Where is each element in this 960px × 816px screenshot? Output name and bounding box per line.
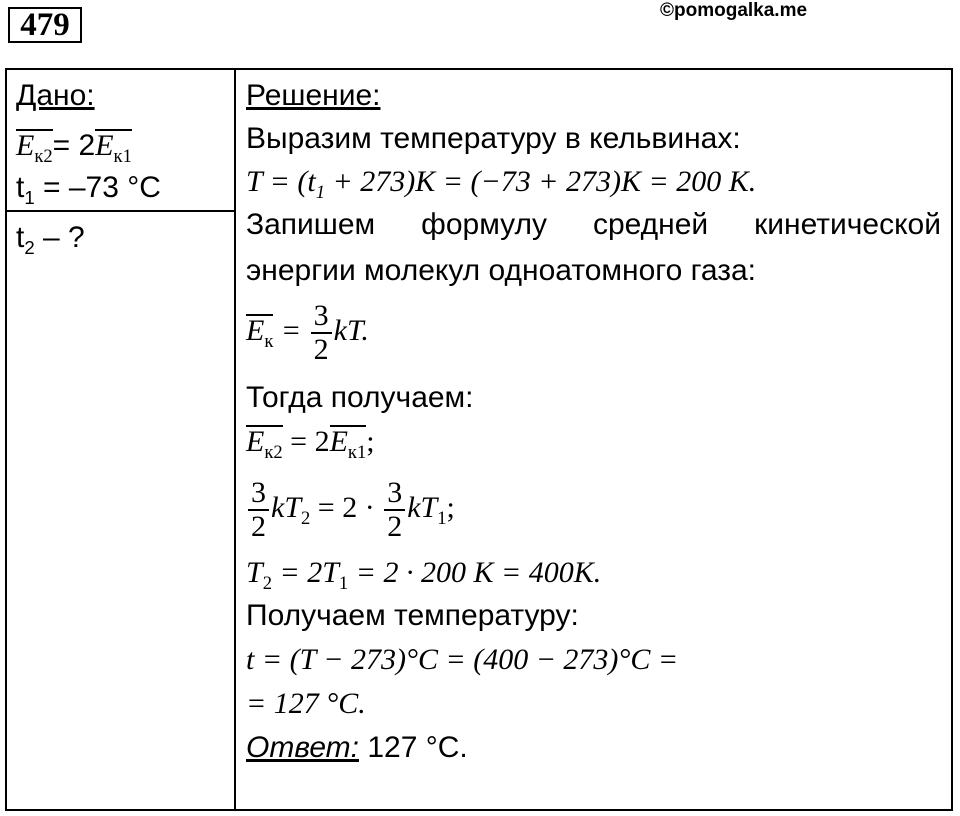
solution-line-1: Выразим температуру в кельвинах: <box>246 122 741 155</box>
column-divider <box>234 68 236 811</box>
solution-line-3: энергии молекул одноатомного газа: <box>246 254 756 287</box>
equation-celsius: t = (T − 273)°C = (400 − 273)°C = <box>246 643 679 676</box>
given-t1: $t_1 = -73$ °C <box>16 171 161 208</box>
equation-mean-energy: $E_к$ = $\frac{3}{2}$ kT. <box>246 299 369 367</box>
problem-number: 479 <box>8 7 82 43</box>
equation-kelvin: $T = (t_1 + 273)K = (-73 + 273)K = 200$ K. <box>246 165 757 203</box>
solution-title: Решение: <box>246 79 381 112</box>
solution-line-5: Получаем температуру: <box>246 599 579 632</box>
find-t2: $t_2$ – ? <box>16 221 85 258</box>
site-watermark: ©pomogalka.me <box>660 0 808 21</box>
answer-line <box>246 730 468 766</box>
given-divider <box>5 210 235 212</box>
given-energy-relation: $E_{к2}= 2E_{к1}$ <box>16 129 132 167</box>
equation-temperature-relation: $\frac{3}{2}$ $kT_2 = 2$ · $\frac{3}{2}$ $kT_1$; <box>246 470 455 550</box>
equation-t2: $T_2 = 2T_1 = 2 \cdot 200$ K = 400K. <box>246 556 602 594</box>
answer-value: 127 °C. <box>359 731 468 764</box>
equation-energy-ratio: $E_{к2} = 2E_{к1}$; <box>246 425 375 463</box>
solution-line-2: Запишем формулу средней кинетической <box>246 208 941 241</box>
answer-label: Ответ: <box>246 731 359 764</box>
given-title: Дано: <box>16 79 95 112</box>
solution-line-4: Тогда получаем: <box>246 381 474 414</box>
equation-result: = 127 °C. <box>246 687 366 720</box>
